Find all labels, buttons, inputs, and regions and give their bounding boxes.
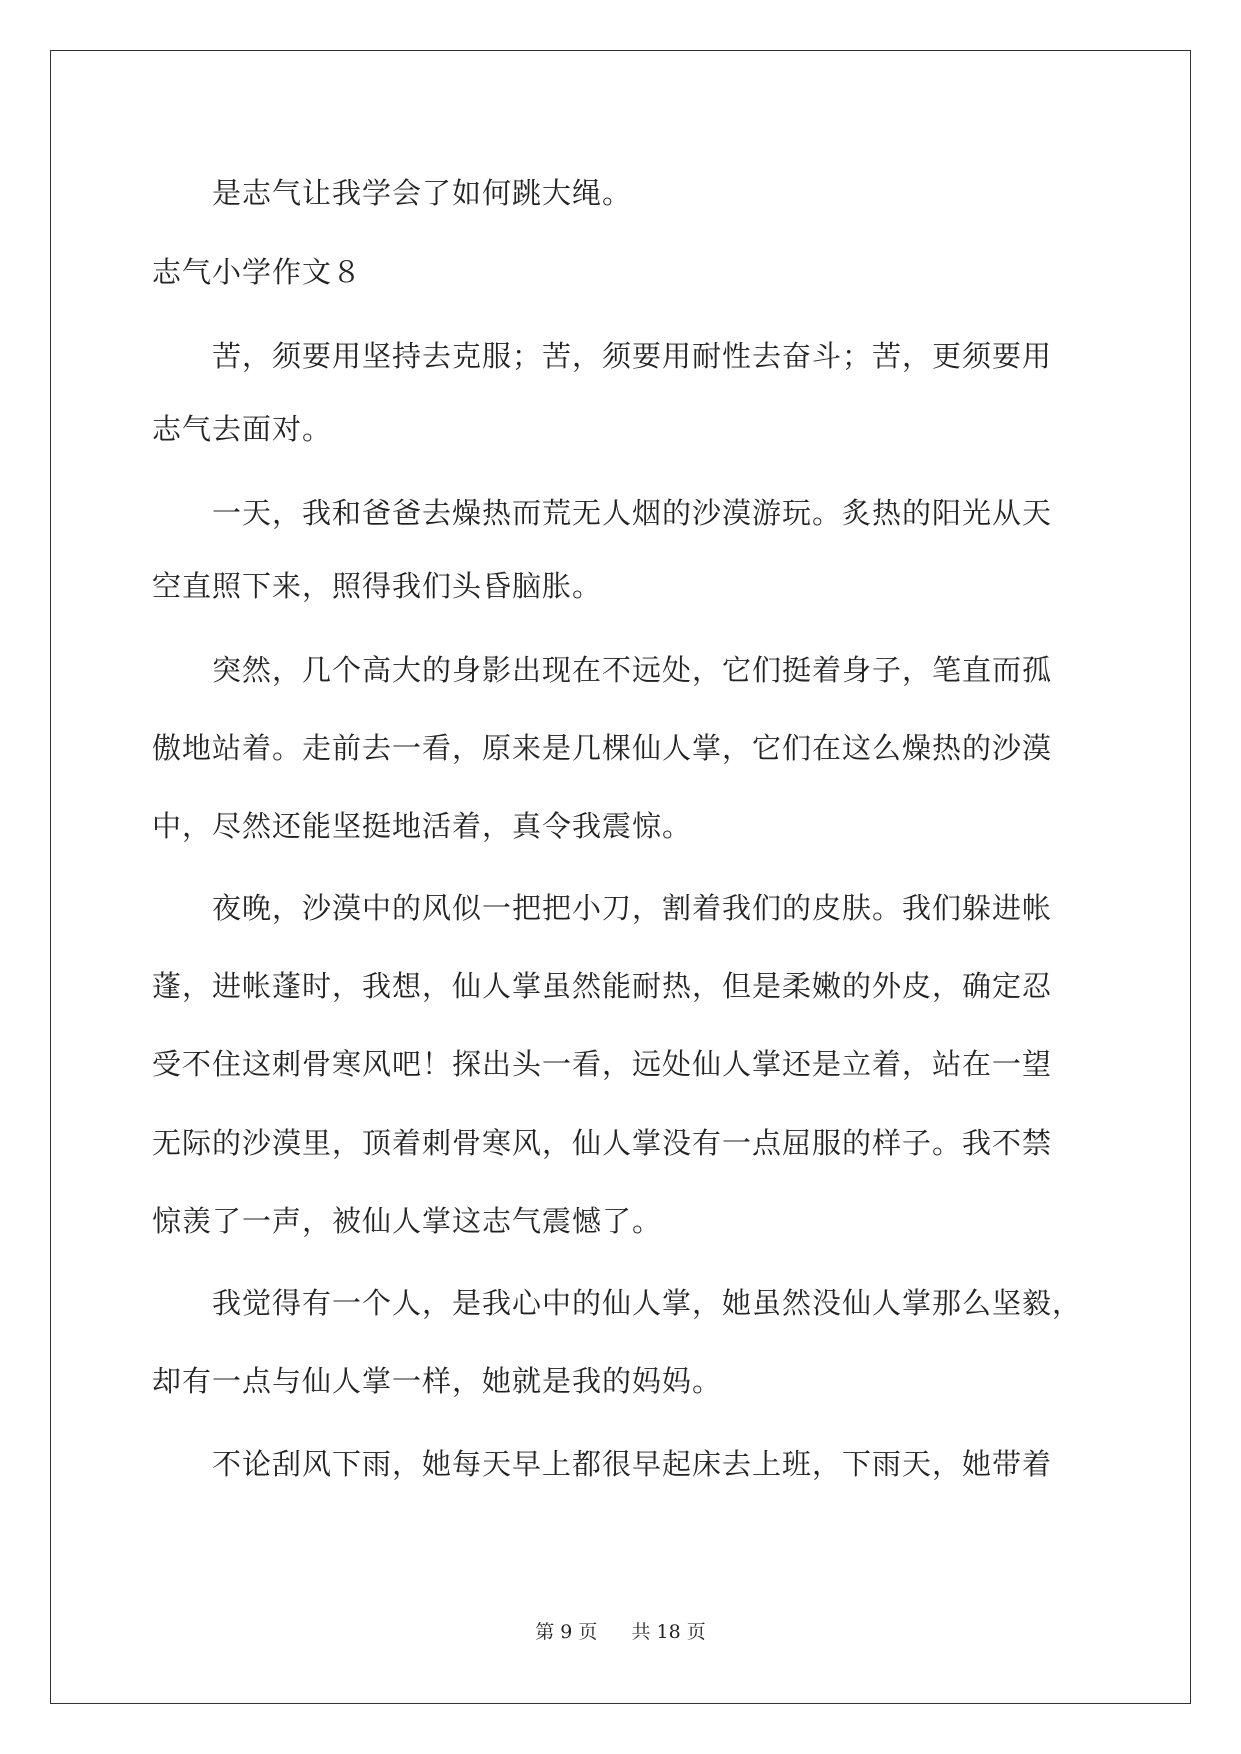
- text-line-14: 惊羡了一声，被仙人掌这志气震憾了。: [152, 1204, 663, 1238]
- text-line-4: 志气去面对。: [152, 412, 333, 446]
- page-footer: [0, 1620, 1241, 1644]
- text-line-6: 空直照下来，照得我们头昏脑胀。: [152, 569, 603, 603]
- text-line-16: 却有一点与仙人掌一样，她就是我的妈妈。: [152, 1364, 723, 1398]
- section-heading: 志气小学作文８: [152, 255, 363, 289]
- text-line-11: 蓬，进帐蓬时，我想，仙人掌虽然能耐热，但是柔嫩的外皮，确定忍: [152, 969, 1053, 1003]
- text-line-1: 是志气让我学会了如何跳大绳。: [212, 176, 633, 210]
- text-line-17: 不论刮风下雨，她每天早上都很早起床去上班，下雨天，她带着: [212, 1447, 1053, 1481]
- text-line-8: 傲地站着。走前去一看，原来是几棵仙人掌，它们在这么燥热的沙漠: [152, 731, 1053, 765]
- text-line-15: 我觉得有一个人，是我心中的仙人掌，她虽然没仙人掌那么坚毅，: [212, 1286, 1083, 1320]
- text-line-7: 突然，几个高大的身影出现在不远处，它们挺着身子，笔直而孤: [212, 653, 1053, 687]
- text-line-5: 一天，我和爸爸去燥热而荒无人烟的沙漠游玩。炙热的阳光从天: [212, 496, 1053, 530]
- text-line-12: 受不住这刺骨寒风吧！探出头一看，远处仙人掌还是立着，站在一望: [152, 1047, 1053, 1081]
- total-pages: 共 18 页: [631, 1621, 706, 1643]
- text-line-13: 无际的沙漠里，顶着刺骨寒风，仙人掌没有一点屈服的样子。我不禁: [152, 1126, 1053, 1160]
- text-line-9: 中，尽然还能坚挺地活着，真令我震惊。: [152, 809, 693, 843]
- text-line-10: 夜晚，沙漠中的风似一把把小刀，割着我们的皮肤。我们躲进帐: [212, 891, 1053, 925]
- page-number: 第 9 页: [535, 1621, 598, 1643]
- text-line-3: 苦，须要用坚持去克服；苦，须要用耐性去奋斗；苦，更须要用: [212, 339, 1053, 373]
